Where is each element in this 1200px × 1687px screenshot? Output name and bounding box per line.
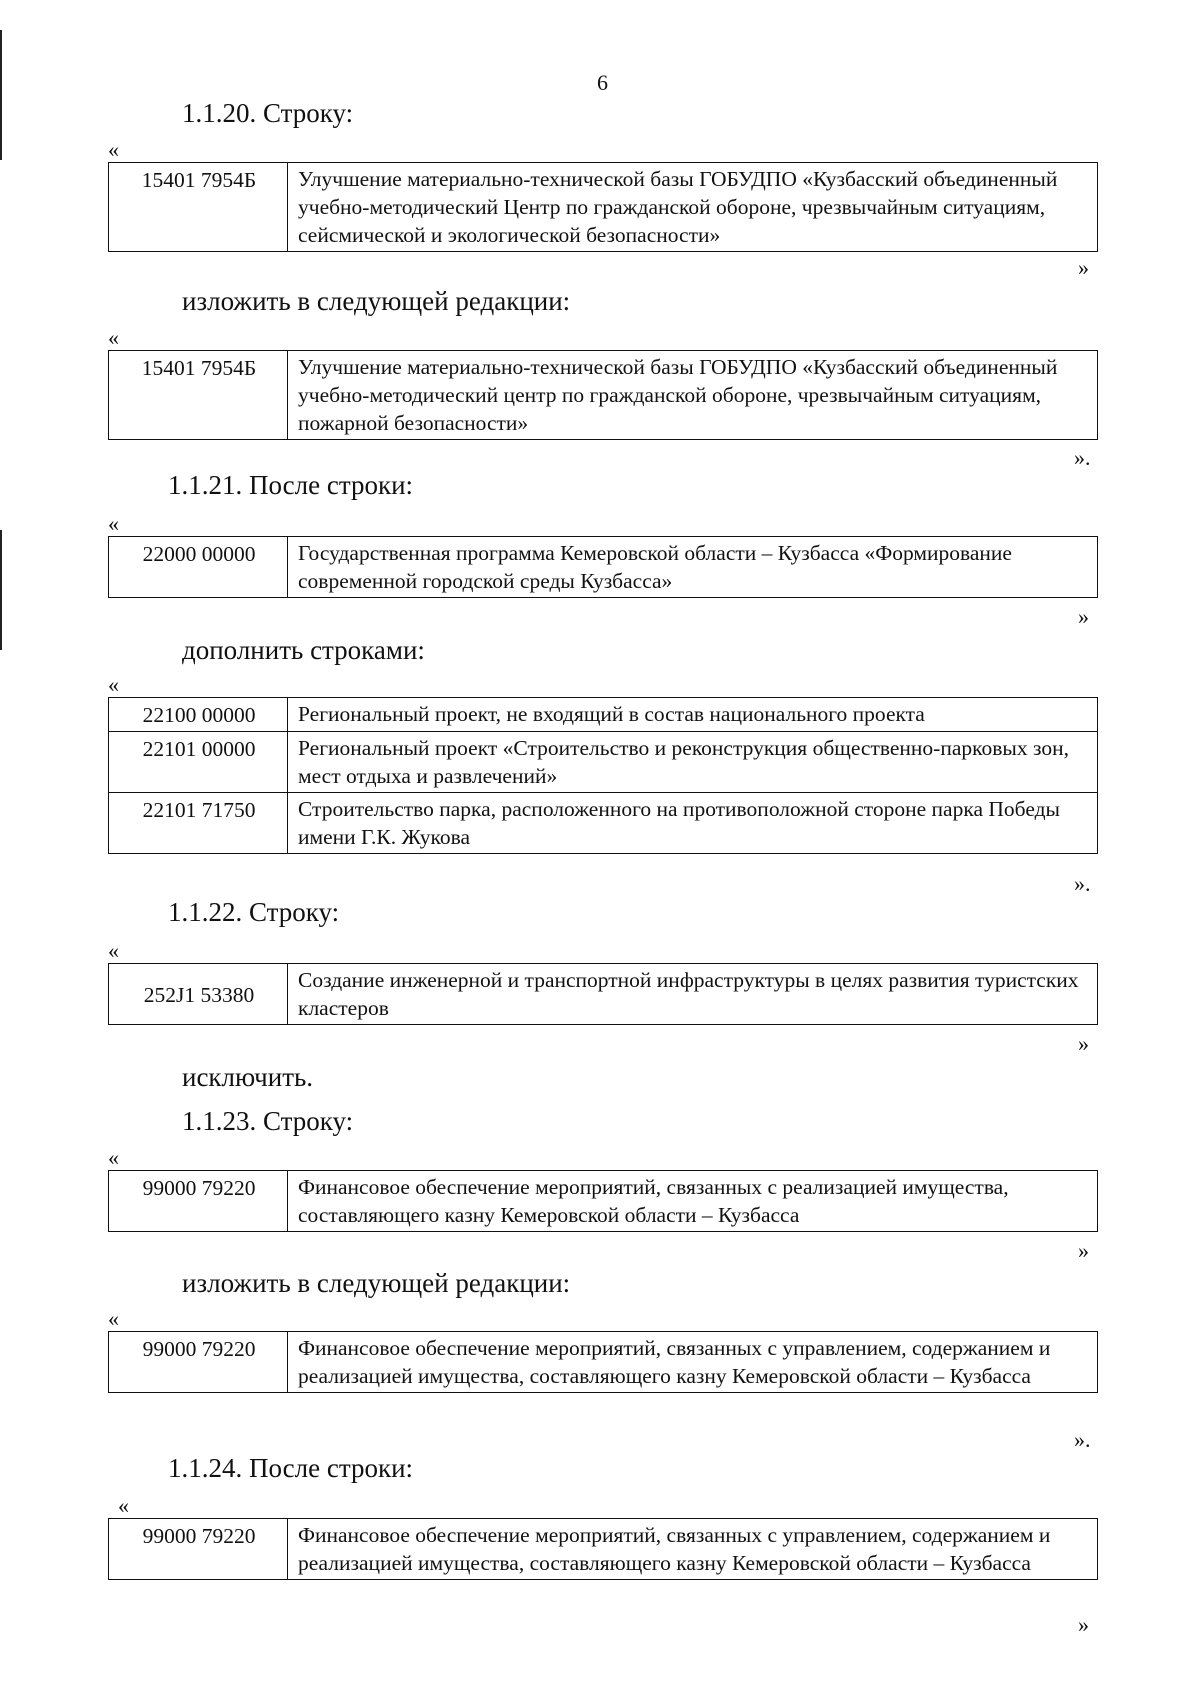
budget-table [108,1170,1098,1232]
budget-table [108,162,1098,252]
open-quote: « [108,1306,119,1331]
budget-table [108,350,1098,440]
open-quote: « [108,511,119,536]
open-quote: « [118,1493,129,1518]
table-row [109,964,1098,1025]
budget-code: 22101 00000 [109,732,288,793]
table-row [109,163,1098,252]
budget-table [108,536,1098,598]
open-quote: « [108,137,119,162]
table-row [109,1171,1098,1232]
budget-table [108,1518,1098,1580]
scan-edge-line [0,30,2,160]
section-heading: 1.1.23. Строку: [182,1106,354,1136]
budget-description: Создание инженерной и транспортной инфраструктуры в целях развития туристских кластеров [288,964,1098,1025]
table-row [109,1519,1098,1580]
budget-description: Строительство парка, расположенного на противоположной стороне парка Победы имени Г.К. Жукова [288,793,1098,854]
budget-description: Региональный проект, не входящий в состав национального проекта [288,698,1098,732]
close-quote: » [1078,1031,1089,1056]
scan-edge-line [0,530,2,650]
section-heading: 1.1.20. Строку: [182,98,354,128]
budget-description: Государственная программа Кемеровской области – Кузбасса «Формирование современной городской среды Кузбасса» [288,537,1098,598]
table-row [109,698,1098,732]
close-quote: » [1078,604,1089,629]
table-row [109,1332,1098,1393]
table-row [109,537,1098,598]
action-text: исключить. [182,1062,314,1092]
close-quote: » [1078,1612,1089,1637]
action-text: изложить в следующей редакции: [182,286,571,316]
budget-table [108,963,1098,1025]
close-quote: ». [1074,871,1091,896]
open-quote: « [108,1145,119,1170]
open-quote: « [108,325,119,350]
budget-table [108,1331,1098,1393]
open-quote: « [108,672,119,697]
budget-code: 22000 00000 [109,537,288,598]
close-quote: » [1078,1238,1089,1263]
table-row [109,732,1098,793]
budget-description: Финансовое обеспечение мероприятий, связанных с управлением, содержанием и реализацией имущества, составляющего казну Кемеровской области – Кузбасса [288,1519,1098,1580]
budget-description: Финансовое обеспечение мероприятий, связанных с управлением, содержанием и реализацией имущества, составляющего казну Кемеровской области – Кузбасса [288,1332,1098,1393]
page-number: 6 [597,70,608,95]
budget-description: Улучшение материально-технической базы ГОБУДПО «Кузбасский объединенный учебно-методический центр по гражданской обороне, чрезвычайным ситуациям, пожарной безопасности» [288,351,1098,440]
budget-code: 99000 79220 [109,1519,288,1580]
table-row [109,351,1098,440]
action-text: изложить в следующей редакции: [182,1268,571,1298]
budget-code: 22100 00000 [109,698,288,732]
open-quote: « [108,938,119,963]
section-heading: 1.1.22. Строку: [168,897,340,927]
budget-description: Улучшение материально-технической базы ГОБУДПО «Кузбасский объединенный учебно-методический Центр по гражданской обороне, чрезвычайным ситуациям, сейсмической и экологической безопасности» [288,163,1098,252]
section-heading: 1.1.21. После строки: [168,470,414,500]
budget-code: 15401 7954Б [109,163,288,252]
budget-code: 99000 79220 [109,1171,288,1232]
close-quote: ». [1074,445,1091,470]
budget-code: 15401 7954Б [109,351,288,440]
close-quote: ». [1074,1427,1091,1452]
budget-code: 22101 71750 [109,793,288,854]
budget-table [108,697,1098,854]
section-heading: 1.1.24. После строки: [168,1453,414,1483]
budget-code: 99000 79220 [109,1332,288,1393]
close-quote: » [1078,255,1089,280]
budget-description: Региональный проект «Строительство и реконструкция общественно-парковых зон, мест отдыха и развлечений» [288,732,1098,793]
budget-description: Финансовое обеспечение мероприятий, связанных с реализацией имущества, составляющего казну Кемеровской области – Кузбасса [288,1171,1098,1232]
action-text: дополнить строками: [182,635,425,665]
table-row [109,793,1098,854]
budget-code: 252J1 53380 [109,964,288,1025]
